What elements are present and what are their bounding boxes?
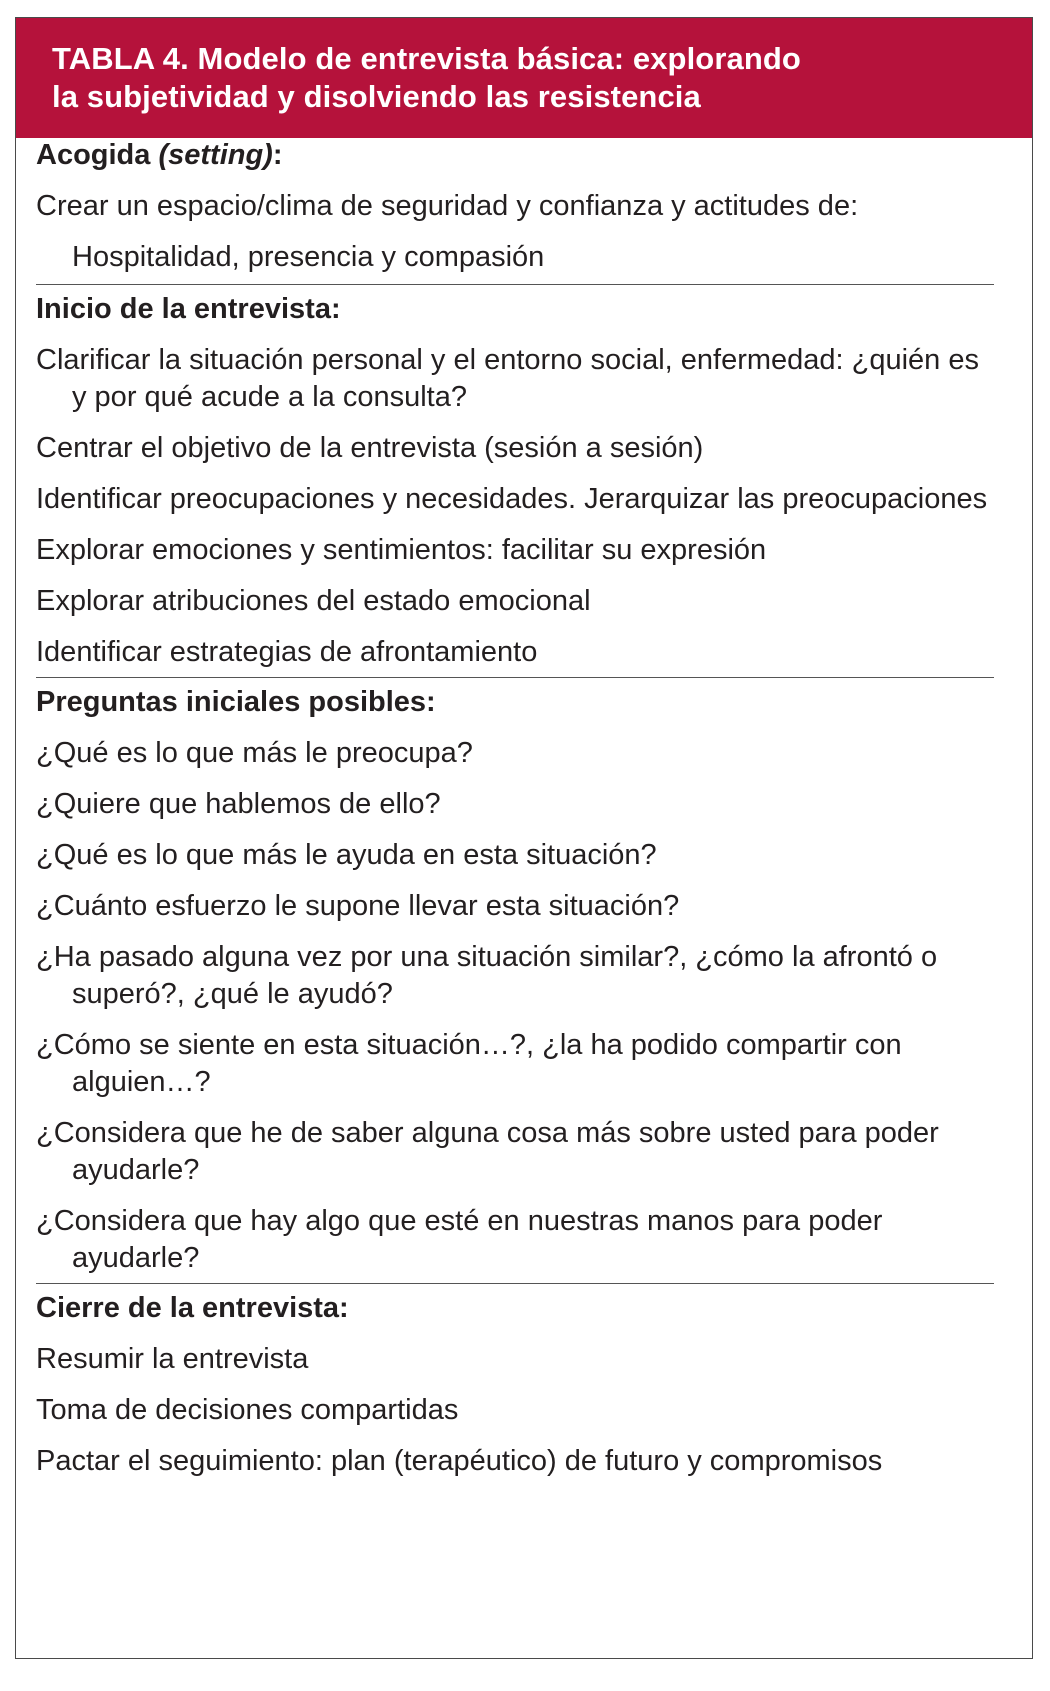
table-title-line-1: TABLA 4. Modelo de entrevista básica: explorando (52, 41, 801, 76)
section-title-acogida: Acogida (setting): (36, 139, 283, 171)
section-preguntas (36, 678, 994, 1284)
section-cierre (36, 1284, 994, 1480)
list-item: ¿Quiere que hablemos de ello? (36, 788, 441, 820)
list-item: Explorar emociones y sentimientos: facilitar su expresión (36, 534, 767, 566)
list-item: ¿Qué es lo que más le preocupa? (36, 737, 473, 769)
list-subitem: Hospitalidad, presencia y compasión (72, 241, 545, 273)
section-inicio (36, 285, 994, 678)
list-item: Pactar el seguimiento: plan (terapéutico) de futuro y compromisos (36, 1445, 883, 1477)
list-item: Toma de decisiones compartidas (36, 1394, 459, 1426)
list-item: ¿Qué es lo que más le ayuda en esta situación? (36, 839, 657, 871)
list-item: Resumir la entrevista (36, 1343, 309, 1375)
section-title-inicio: Inicio de la entrevista: (36, 293, 341, 325)
section-title-cierre: Cierre de la entrevista: (36, 1292, 349, 1324)
list-item: ¿Ha pasado alguna vez por una situación similar?, ¿cómo la afrontó o superó?, ¿qué le ayudó? (36, 941, 938, 1010)
list-item: ¿Considera que he de saber alguna cosa más sobre usted para poder ayudarle? (36, 1117, 939, 1186)
list-item: ¿Considera que hay algo que esté en nuestras manos para poder ayudarle? (36, 1205, 883, 1274)
table-title-line-2: la subjetividad y disolviendo las resistencia (52, 79, 701, 114)
list-item: Identificar preocupaciones y necesidades. Jerarquizar las preocupaciones (36, 483, 988, 515)
list-item: Centrar el objetivo de la entrevista (sesión a sesión) (36, 432, 704, 464)
section-acogida (36, 137, 994, 285)
list-item: Explorar atribuciones del estado emocional (36, 585, 591, 617)
list-item: ¿Cuánto esfuerzo le supone llevar esta situación? (36, 890, 680, 922)
section-title-preguntas: Preguntas iniciales posibles: (36, 686, 436, 718)
list-item: Crear un espacio/clima de seguridad y confianza y actitudes de: (36, 190, 859, 222)
setting-term: (setting) (158, 139, 273, 171)
list-item: Clarificar la situación personal y el entorno social, enfermedad: ¿quién es y por qué acude a la consulta? (36, 344, 979, 413)
list-item: ¿Cómo se siente en esta situación…?, ¿la ha podido compartir con alguien…? (36, 1029, 902, 1098)
list-item: Identificar estrategias de afrontamiento (36, 636, 538, 668)
table-body (36, 137, 994, 1480)
table-header (16, 18, 1032, 138)
